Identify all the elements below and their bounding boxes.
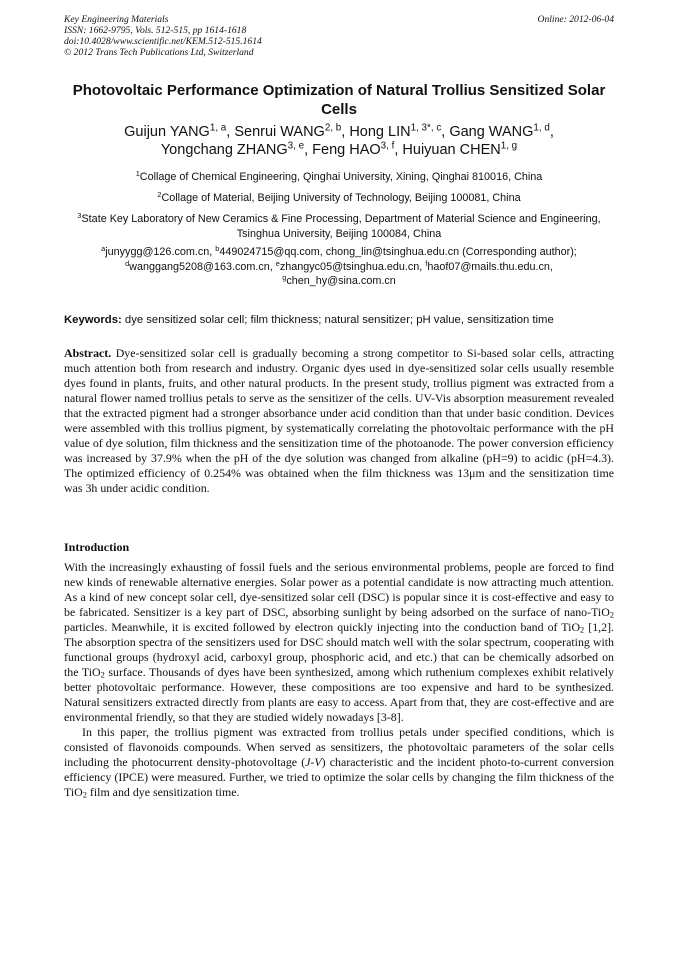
online-date: Online: 2012-06-04 [537, 14, 614, 25]
abstract [64, 346, 614, 496]
journal-header [64, 14, 614, 58]
email-list [64, 245, 614, 289]
keywords-text: dye sensitized solar cell; film thickness; natural sensitizer; pH value, sensitization time [124, 314, 554, 326]
issn-line: ISSN: 1662-9795, Vols. 512-515, pp 1614-1618 [64, 25, 247, 36]
keywords-label: Keywords: [64, 314, 122, 326]
copyright-line: © 2012 Trans Tech Publications Ltd, Switzerland [64, 47, 254, 58]
email: $^f$haof07@mails.thu.edu.cn, [425, 258, 553, 273]
affiliation-1: $^1$Collage of Chemical Engineering, Qinghai University, Xining, Qinghai 810016, China [135, 168, 543, 183]
email: chong_lin@tsinghua.edu.cn (Corresponding author); [325, 246, 577, 258]
affiliation-2: $^2$Collage of Material, Beijing University of Technology, Beijing 100081, China [157, 189, 521, 204]
journal-name: Key Engineering Materials [64, 14, 169, 25]
abstract-label: Abstract. [64, 346, 112, 360]
author: Senrui WANG$^{2, b}$ [234, 122, 342, 140]
author: Feng HAO$^{3, f}$ [312, 140, 395, 158]
author: Huiyuan CHEN$^{1, g}$ [402, 140, 518, 158]
author: Hong $LIN^{1, 3*, c}$ [349, 122, 442, 140]
email: $^d$wanggang5208@163.com.cn, [125, 258, 276, 273]
email: $^g$chen_hy@sina.com.cn [282, 272, 396, 287]
author: Gang WANG$^{1, d}$ [449, 122, 550, 140]
author-list: Guijun YANG$^{1, a}$, Senrui WANG$^{2, b}$, Hong $LIN^{1, 3*, c}$, Gang WANG$^{1, d}$, Yongchang ZHANG$^{3, e}$, Feng HAO$^{3, f}$, Huiyuan CHEN$^{1, g}$ [124, 122, 554, 158]
email: $^a$junyygg@126.com.cn, [101, 243, 216, 258]
intro-paragraph-2: In this paper, the trollius pigment was extracted from trollius petals under specified conditions, which is consisted of flavonoids compounds. When served as sensitizers, the photovoltaic parameters of the solar cells including the photocurrent density-photovoltage (J-V) characteristic and the incident photo-to-current conversion efficiency (IPCE) were measured. Further, we tried to optimize the solar cells by changing the film thickness of the TiO$_2$ film and dye sensitization time. [64, 725, 614, 800]
author: Guijun YANG$^{1, a}$ [124, 122, 227, 140]
email: $^b$449024715@qq.com, [215, 243, 326, 258]
introduction-heading: Introduction [64, 540, 130, 554]
introduction-body [64, 560, 614, 800]
keywords [64, 313, 624, 327]
email: $^e$zhangyc05@tsinghua.edu.cn, [275, 258, 426, 273]
doi-line: doi:10.4028/www.scientific.net/KEM.512-515.1614 [64, 36, 262, 47]
abstract-text: Dye-sensitized solar cell is gradually becoming a strong competitor to Si-based solar cells, attracting much attention both from research and industry. Organic dyes used in dye-sensitized solar cells usually resemble dyes found in plants, fruits, and other natural products. In the present study, trollius pigment was extracted from a natural flower named trollius petals to serve as the sensitizer of the cells. UV-Vis absorption measurement revealed that the extracted pigment had a stronger absorbance under acid condition than that under basic condition. Devices were assembled with this trollius pigment, by systematically correlating the photovoltaic performance with the pH value of dye solution, film thickness and the sensitization time of the photoanode. The power conversion efficiency was increased by 37.9% when the pH of the dye solution was changed from alkaline (pH=9) to acidic (pH=4.3). The optimized efficiency of 0.254% was obtained when the film thickness was 13μm and the sensitization time was 3h under acidic condition. [64, 346, 614, 495]
intro-paragraph-1: With the increasingly exhausting of fossil fuels and the serious environmental problems, people are forced to find new kinds of renewable alternative energies. Solar power as a potential candidate is now attracting much attention. As a kind of new concept solar cell, dye-sensitized solar cell (DSC) is popular since it is cost-effective and easy to be fabricated. Sensitizer is a key part of DSC, absorbing sunlight by being adsorbed on the surface of nano-TiO$_2$ particles. Meanwhile, it is excited followed by electron quickly injecting into the conduction band of TiO$_2$ [1,2]. The absorption spectra of the sensitizers used for DSC should match well with the solar spectrum, cooperating with functional groups (hydroxyl acid, carboxyl group, phosphoric acid, and etc.) that can be chemically adsorbed on the TiO$_2$ surface. Thousands of dyes have been synthesized, among which ruthenium complexes exhibit relatively better photovoltaic performance. However, these compositions are too expensive and hard to be synthesized. Natural sensitizers extracted directly from plants are easy to access. Apart from that, they are cost-effective and are environmental friendly, so that they are studied widely nowadays [3-8]. [64, 560, 614, 724]
author: Yongchang ZHANG$^{3, e}$ [160, 140, 305, 158]
affiliation-3: $^3$State Key Laboratory of New Ceramics & Fine Processing, Department of Material Science and Engineering, Tsinghua University, Beijing 100084, China [77, 210, 601, 240]
paper-title: Photovoltaic Performance Optimization of Natural Trollius Sensitized Solar Cells [72, 82, 606, 118]
